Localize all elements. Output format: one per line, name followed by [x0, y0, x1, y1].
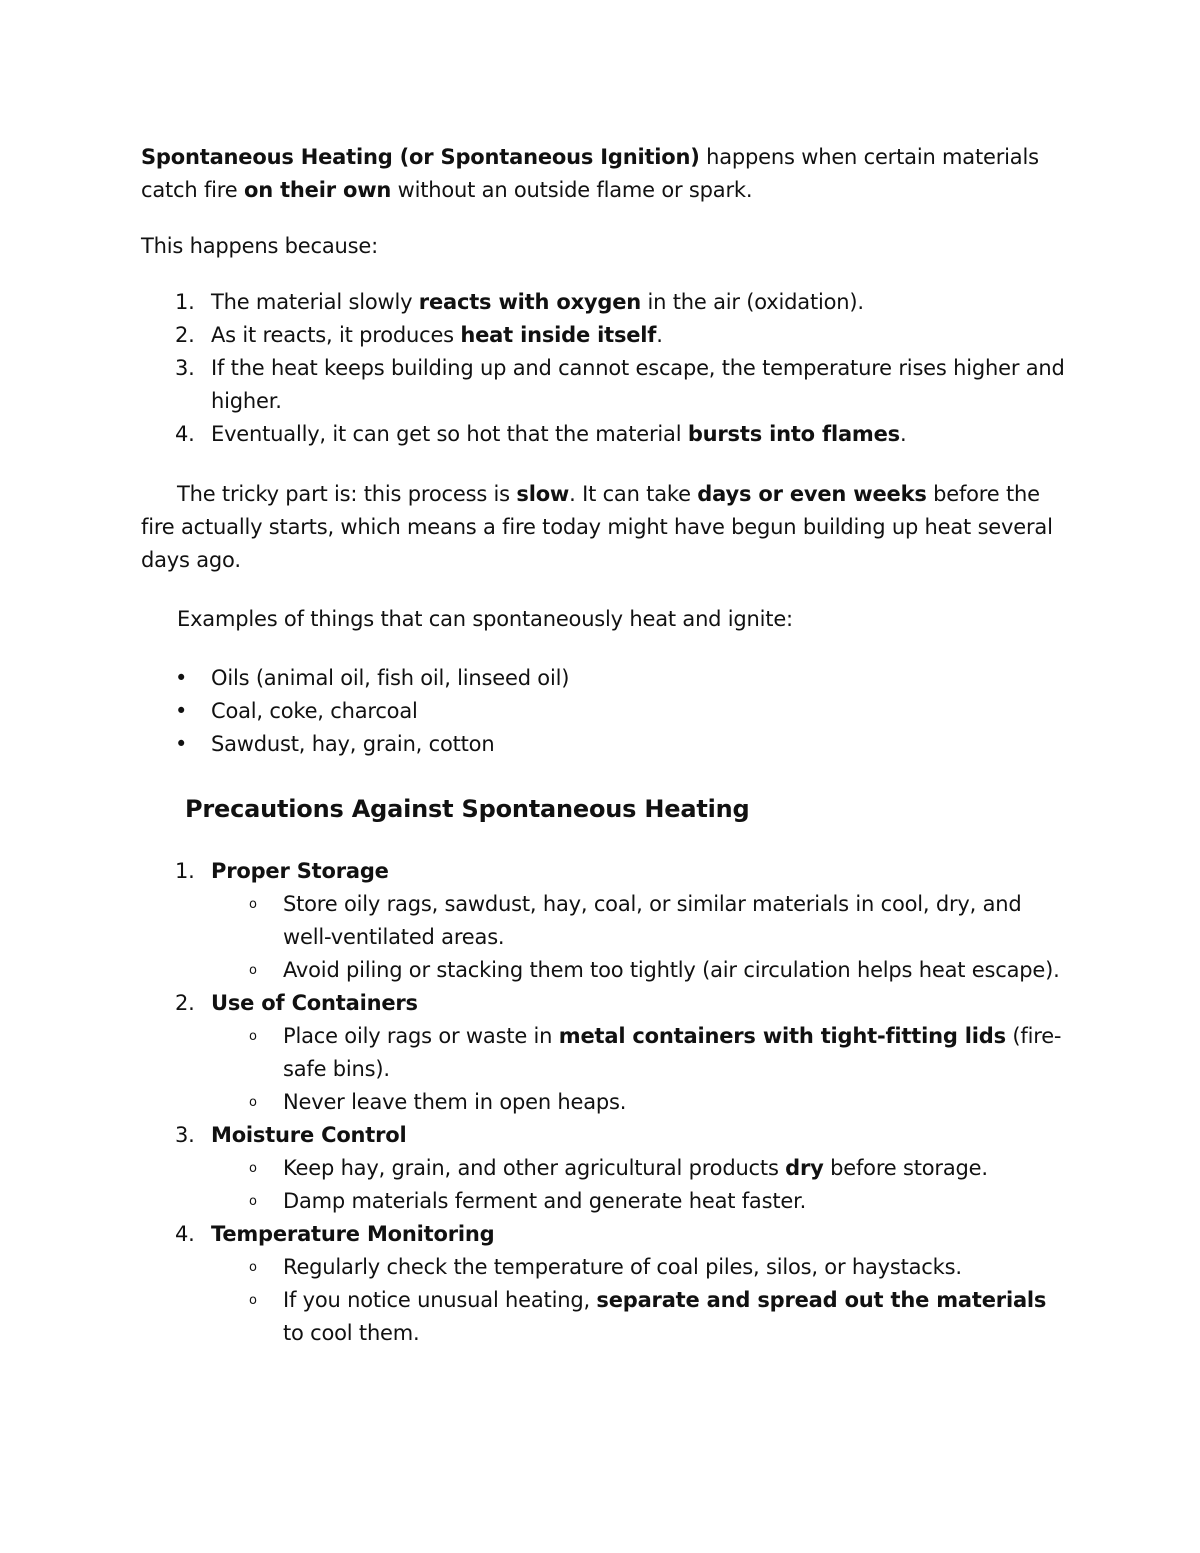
sub-list	[211, 1152, 1071, 1218]
list-number: 3.	[175, 356, 195, 380]
bullet-icon: •	[175, 699, 188, 723]
sub-item-text-end: (fire-safe bins).	[283, 1024, 1062, 1081]
example-text: Coal, coke, charcoal	[211, 699, 418, 723]
circle-bullet-icon: o	[249, 1293, 257, 1308]
sub-list	[211, 1251, 1071, 1350]
step-text-end: .	[899, 422, 907, 446]
circle-bullet-icon: o	[249, 963, 257, 978]
oxidation-steps-list	[141, 286, 1071, 451]
intro-emphasis: on their own	[243, 178, 392, 202]
sub-item-text: Store oily rags, sawdust, hay, coal, or similar materials in cool, dry, and well-ventilated areas.	[283, 892, 1022, 949]
sub-item-text: If you notice unusual heating,	[283, 1288, 597, 1312]
precaution-title: Moisture Control	[211, 1123, 407, 1147]
sub-list-item	[211, 1020, 1071, 1086]
list-number: 2.	[175, 323, 195, 347]
bullet-icon: •	[175, 732, 188, 756]
precaution-item	[141, 855, 1071, 987]
precaution-item	[141, 1119, 1071, 1218]
because-label: This happens because:	[141, 234, 378, 258]
circle-bullet-icon: o	[249, 897, 257, 912]
sub-list-item	[211, 1152, 1071, 1185]
precaution-item	[141, 1218, 1071, 1350]
sub-item-emphasis: metal containers with tight-fitting lids	[558, 1024, 1006, 1048]
section-heading: Precautions Against Spontaneous Heating	[185, 795, 750, 823]
list-item	[141, 662, 1071, 695]
step-emphasis: heat inside itself	[460, 323, 657, 347]
examples-list	[141, 662, 1071, 761]
sub-item-text: Damp materials ferment and generate heat faster.	[283, 1189, 807, 1213]
precaution-title: Proper Storage	[211, 859, 389, 883]
circle-bullet-icon: o	[249, 1260, 257, 1275]
list-item	[141, 695, 1071, 728]
sub-list	[211, 888, 1071, 987]
list-item	[141, 352, 1071, 418]
bullet-icon: •	[175, 666, 188, 690]
tricky-emphasis-slow: slow	[516, 482, 570, 506]
list-number: 1.	[175, 290, 195, 314]
step-text: If the heat keeps building up and cannot escape, the temperature rises higher and higher.	[211, 356, 1065, 413]
step-text-end: in the air (oxidation).	[641, 290, 864, 314]
circle-bullet-icon: o	[249, 1194, 257, 1209]
sub-item-text: Place oily rags or waste in	[283, 1024, 559, 1048]
list-number: 2.	[175, 991, 195, 1015]
intro-term: Spontaneous Heating (or Spontaneous Ignition)	[141, 145, 700, 169]
sub-list-item	[211, 1185, 1071, 1218]
example-text: Sawdust, hay, grain, cotton	[211, 732, 495, 756]
step-text: Eventually, it can get so hot that the material	[211, 422, 688, 446]
tricky-text-2: . It can take	[569, 482, 698, 506]
list-number: 3.	[175, 1123, 195, 1147]
step-text: The material slowly	[211, 290, 419, 314]
intro-paragraph	[141, 141, 1071, 207]
intro-text-end: without an outside flame or spark.	[391, 178, 753, 202]
sub-list-item	[211, 954, 1071, 987]
list-number: 1.	[175, 859, 195, 883]
document-body	[141, 141, 1071, 1350]
sub-list	[211, 1020, 1071, 1119]
step-text-end: .	[656, 323, 663, 347]
intro-text: happens when certain materials catch fire	[141, 145, 1039, 202]
list-number: 4.	[175, 1222, 195, 1246]
precaution-title: Use of Containers	[211, 991, 418, 1015]
circle-bullet-icon: o	[249, 1095, 257, 1110]
list-item	[141, 418, 1071, 451]
sub-list-item	[211, 1086, 1071, 1119]
sub-item-text: Keep hay, grain, and other agricultural products	[283, 1156, 786, 1180]
step-emphasis: bursts into flames	[687, 422, 900, 446]
tricky-emphasis-duration: days or even weeks	[697, 482, 927, 506]
circle-bullet-icon: o	[249, 1161, 257, 1176]
sub-item-text: Regularly check the temperature of coal piles, silos, or haystacks.	[283, 1255, 962, 1279]
examples-intro: Examples of things that can spontaneously heat and ignite:	[177, 607, 793, 631]
step-emphasis: reacts with oxygen	[418, 290, 642, 314]
precaution-title: Temperature Monitoring	[211, 1222, 495, 1246]
circle-bullet-icon: o	[249, 1029, 257, 1044]
tricky-text: The tricky part is: this process is	[177, 482, 517, 506]
list-item	[141, 319, 1071, 352]
sub-item-text: Never leave them in open heaps.	[283, 1090, 627, 1114]
sub-item-emphasis: dry	[785, 1156, 824, 1180]
step-text: As it reacts, it produces	[211, 323, 461, 347]
list-item	[141, 286, 1071, 319]
precautions-list	[141, 855, 1071, 1350]
sub-item-text: Avoid piling or stacking them too tightly (air circulation helps heat escape).	[283, 958, 1060, 982]
list-item	[141, 728, 1071, 761]
tricky-text-3: before the fire actually starts, which means a fire today might have begun building up heat several days ago.	[141, 482, 1053, 572]
precaution-item	[141, 987, 1071, 1119]
sub-item-text-end: to cool them.	[283, 1321, 420, 1345]
sub-list-item	[211, 1251, 1071, 1284]
tricky-paragraph	[141, 478, 1071, 577]
sub-list-item	[211, 1284, 1071, 1350]
sub-list-item	[211, 888, 1071, 954]
list-number: 4.	[175, 422, 195, 446]
sub-item-emphasis: separate and spread out the materials	[596, 1288, 1047, 1312]
sub-item-text-end: before storage.	[823, 1156, 988, 1180]
example-text: Oils (animal oil, fish oil, linseed oil)	[211, 666, 570, 690]
